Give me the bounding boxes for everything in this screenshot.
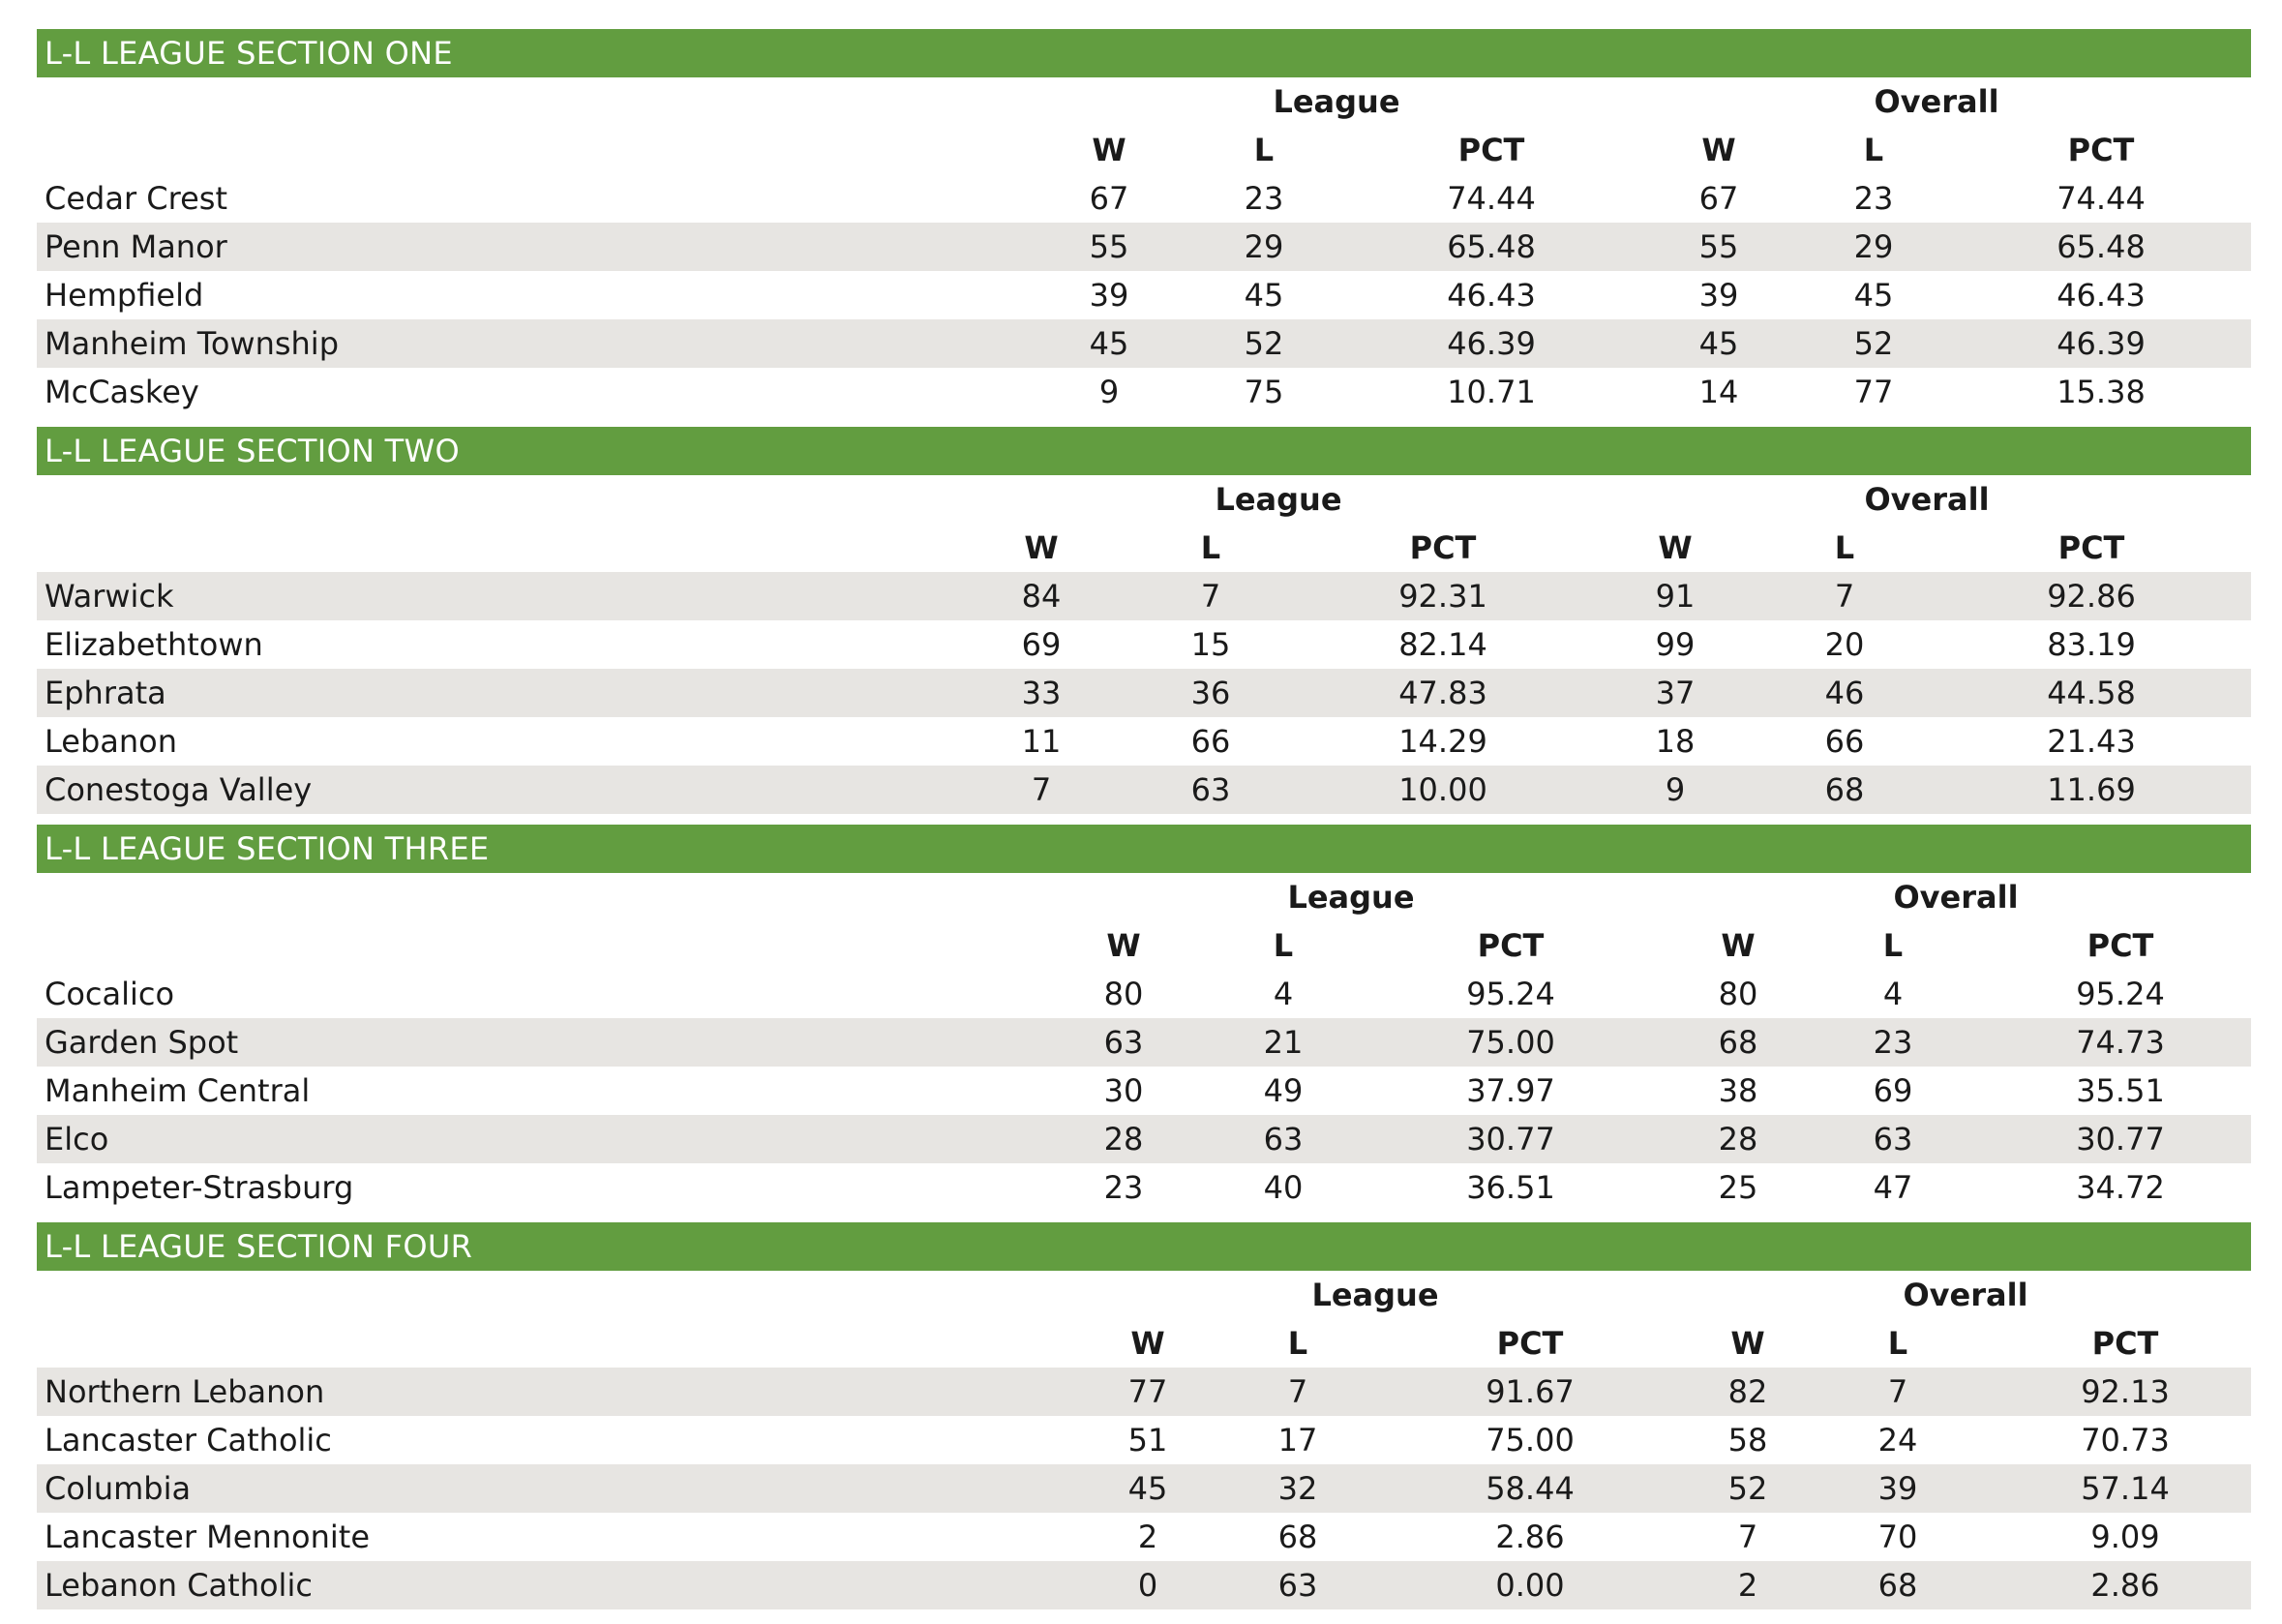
column-header-row bbox=[37, 524, 2251, 572]
column-header: PCT bbox=[1496, 1325, 1564, 1362]
stat-cell: 29 bbox=[1244, 228, 1284, 265]
stat-cell: 28 bbox=[1718, 1121, 1758, 1158]
stat-cell: 35.51 bbox=[2076, 1072, 2165, 1109]
stat-cell: 95.24 bbox=[2076, 976, 2165, 1012]
stat-cell: 70.73 bbox=[2081, 1422, 2170, 1459]
column-header: W bbox=[1092, 132, 1126, 168]
stat-cell: 63 bbox=[1873, 1121, 1913, 1158]
stat-cell: 11 bbox=[1021, 723, 1062, 760]
stat-cell: 46.39 bbox=[2057, 325, 2146, 362]
column-header: L bbox=[1834, 529, 1855, 566]
stat-cell: 52 bbox=[1853, 325, 1894, 362]
stat-cell: 65.48 bbox=[1447, 228, 1536, 265]
stat-cell: 51 bbox=[1127, 1422, 1168, 1459]
stat-cell: 46.39 bbox=[1447, 325, 1536, 362]
stat-cell: 99 bbox=[1655, 626, 1696, 663]
team-row bbox=[37, 1464, 2251, 1513]
overall-group-label: Overall bbox=[1864, 481, 1990, 518]
stat-cell: 74.44 bbox=[2057, 180, 2146, 217]
section-title: L-L LEAGUE SECTION ONE bbox=[37, 29, 2251, 77]
stat-cell: 7 bbox=[1834, 578, 1855, 615]
stat-cell: 11.69 bbox=[2047, 771, 2136, 808]
stat-cell: 92.86 bbox=[2047, 578, 2136, 615]
column-header: L bbox=[1887, 1325, 1908, 1362]
stat-cell: 63 bbox=[1103, 1024, 1144, 1061]
stat-cell: 21 bbox=[1263, 1024, 1304, 1061]
stat-cell: 45 bbox=[1244, 277, 1284, 314]
team-row bbox=[37, 271, 2251, 319]
stat-cell: 80 bbox=[1718, 976, 1758, 1012]
column-header: PCT bbox=[2091, 1325, 2159, 1362]
column-header: L bbox=[1287, 1325, 1308, 1362]
group-header-row bbox=[37, 475, 2251, 524]
stat-cell: 68 bbox=[1718, 1024, 1758, 1061]
team-row bbox=[37, 1067, 2251, 1115]
stat-cell: 92.13 bbox=[2081, 1373, 2170, 1410]
team-row bbox=[37, 717, 2251, 766]
stat-cell: 63 bbox=[1263, 1121, 1304, 1158]
column-header: W bbox=[1658, 529, 1693, 566]
stat-cell: 83.19 bbox=[2047, 626, 2136, 663]
stat-cell: 33 bbox=[1021, 675, 1062, 711]
stat-cell: 9.09 bbox=[2090, 1519, 2160, 1555]
stat-cell: 67 bbox=[1089, 180, 1129, 217]
stat-cell: 82.14 bbox=[1398, 626, 1487, 663]
stat-cell: 23 bbox=[1853, 180, 1894, 217]
standings-section bbox=[37, 1222, 2251, 1609]
team-row bbox=[37, 1368, 2251, 1416]
stat-cell: 10.00 bbox=[1398, 771, 1487, 808]
team-name: Elizabethtown bbox=[45, 626, 263, 663]
stat-cell: 63 bbox=[1190, 771, 1231, 808]
stat-cell: 55 bbox=[1089, 228, 1129, 265]
stat-cell: 36 bbox=[1190, 675, 1231, 711]
stat-cell: 32 bbox=[1277, 1470, 1318, 1507]
team-name: Northern Lebanon bbox=[45, 1373, 325, 1410]
column-header: L bbox=[1200, 529, 1221, 566]
stat-cell: 9 bbox=[1665, 771, 1686, 808]
stat-cell: 67 bbox=[1698, 180, 1739, 217]
stat-cell: 39 bbox=[1089, 277, 1129, 314]
team-name: Garden Spot bbox=[45, 1024, 239, 1061]
team-row bbox=[37, 1416, 2251, 1464]
stat-cell: 68 bbox=[1877, 1567, 1918, 1604]
section-title: L-L LEAGUE SECTION TWO bbox=[37, 427, 2251, 475]
stat-cell: 30.77 bbox=[2076, 1121, 2165, 1158]
stat-cell: 70 bbox=[1877, 1519, 1918, 1555]
stat-cell: 45 bbox=[1853, 277, 1894, 314]
team-name: Hempfield bbox=[45, 277, 204, 314]
stat-cell: 37.97 bbox=[1466, 1072, 1555, 1109]
stat-cell: 30 bbox=[1103, 1072, 1144, 1109]
team-row bbox=[37, 174, 2251, 223]
stat-cell: 46 bbox=[1824, 675, 1865, 711]
team-row bbox=[37, 572, 2251, 620]
stat-cell: 52 bbox=[1727, 1470, 1768, 1507]
stat-cell: 0.00 bbox=[1495, 1567, 1565, 1604]
league-group-label: League bbox=[1287, 879, 1415, 916]
stat-cell: 47.83 bbox=[1398, 675, 1487, 711]
stat-cell: 36.51 bbox=[1466, 1169, 1555, 1206]
group-header-row bbox=[37, 1271, 2251, 1319]
stat-cell: 14.29 bbox=[1398, 723, 1487, 760]
column-header: W bbox=[1701, 132, 1736, 168]
team-name: Ephrata bbox=[45, 675, 166, 711]
team-name: Columbia bbox=[45, 1470, 192, 1507]
team-row bbox=[37, 1163, 2251, 1212]
column-header: W bbox=[1730, 1325, 1765, 1362]
stat-cell: 39 bbox=[1698, 277, 1739, 314]
stat-cell: 58.44 bbox=[1486, 1470, 1575, 1507]
stat-cell: 69 bbox=[1873, 1072, 1913, 1109]
stat-cell: 47 bbox=[1873, 1169, 1913, 1206]
team-name: Cedar Crest bbox=[45, 180, 227, 217]
team-row bbox=[37, 669, 2251, 717]
team-row bbox=[37, 766, 2251, 814]
stat-cell: 69 bbox=[1021, 626, 1062, 663]
stat-cell: 45 bbox=[1127, 1470, 1168, 1507]
stat-cell: 84 bbox=[1021, 578, 1062, 615]
stat-cell: 23 bbox=[1244, 180, 1284, 217]
standings-section bbox=[37, 825, 2251, 1212]
standings-document bbox=[37, 29, 2251, 1609]
section-title: L-L LEAGUE SECTION THREE bbox=[37, 825, 2251, 873]
team-name: Lampeter-Strasburg bbox=[45, 1169, 354, 1206]
stat-cell: 75.00 bbox=[1486, 1422, 1575, 1459]
column-header: PCT bbox=[1409, 529, 1477, 566]
stat-cell: 74.44 bbox=[1447, 180, 1536, 217]
stat-cell: 45 bbox=[1698, 325, 1739, 362]
stat-cell: 55 bbox=[1698, 228, 1739, 265]
column-header: L bbox=[1882, 927, 1904, 964]
stat-cell: 58 bbox=[1727, 1422, 1768, 1459]
team-name: McCaskey bbox=[45, 374, 199, 410]
stat-cell: 4 bbox=[1273, 976, 1294, 1012]
stat-cell: 23 bbox=[1873, 1024, 1913, 1061]
team-row bbox=[37, 620, 2251, 669]
team-name: Lebanon Catholic bbox=[45, 1567, 313, 1604]
standings-section bbox=[37, 427, 2251, 814]
stat-cell: 18 bbox=[1655, 723, 1696, 760]
column-header: PCT bbox=[1477, 927, 1545, 964]
stat-cell: 65.48 bbox=[2057, 228, 2146, 265]
stat-cell: 0 bbox=[1137, 1567, 1158, 1604]
stat-cell: 29 bbox=[1853, 228, 1894, 265]
team-name: Cocalico bbox=[45, 976, 175, 1012]
stat-cell: 45 bbox=[1089, 325, 1129, 362]
stat-cell: 14 bbox=[1698, 374, 1739, 410]
team-row bbox=[37, 368, 2251, 416]
league-group-label: League bbox=[1215, 481, 1342, 518]
stat-cell: 2 bbox=[1137, 1519, 1158, 1555]
stat-cell: 7 bbox=[1737, 1519, 1758, 1555]
team-row bbox=[37, 970, 2251, 1018]
column-header: W bbox=[1130, 1325, 1165, 1362]
standings-section bbox=[37, 29, 2251, 416]
section-title: L-L LEAGUE SECTION FOUR bbox=[37, 1222, 2251, 1271]
stat-cell: 40 bbox=[1263, 1169, 1304, 1206]
stat-cell: 21.43 bbox=[2047, 723, 2136, 760]
column-header: PCT bbox=[2087, 927, 2154, 964]
team-name: Manheim Township bbox=[45, 325, 339, 362]
section-spacer bbox=[37, 416, 2251, 427]
stat-cell: 7 bbox=[1200, 578, 1221, 615]
stat-cell: 77 bbox=[1127, 1373, 1168, 1410]
stat-cell: 38 bbox=[1718, 1072, 1758, 1109]
stat-cell: 92.31 bbox=[1398, 578, 1487, 615]
stat-cell: 15 bbox=[1190, 626, 1231, 663]
group-header-row bbox=[37, 873, 2251, 921]
team-row bbox=[37, 223, 2251, 271]
column-header-row bbox=[37, 126, 2251, 174]
stat-cell: 91 bbox=[1655, 578, 1696, 615]
stat-cell: 7 bbox=[1887, 1373, 1908, 1410]
stat-cell: 66 bbox=[1190, 723, 1231, 760]
column-header: PCT bbox=[2067, 132, 2135, 168]
stat-cell: 80 bbox=[1103, 976, 1144, 1012]
stat-cell: 25 bbox=[1718, 1169, 1758, 1206]
team-name: Lancaster Catholic bbox=[45, 1422, 332, 1459]
team-name: Lebanon bbox=[45, 723, 178, 760]
column-header-row bbox=[37, 921, 2251, 970]
stat-cell: 49 bbox=[1263, 1072, 1304, 1109]
team-name: Penn Manor bbox=[45, 228, 227, 265]
league-group-label: League bbox=[1273, 83, 1400, 120]
section-spacer bbox=[37, 814, 2251, 825]
stat-cell: 20 bbox=[1824, 626, 1865, 663]
stat-cell: 46.43 bbox=[2057, 277, 2146, 314]
column-header: PCT bbox=[2057, 529, 2125, 566]
stat-cell: 2.86 bbox=[2090, 1567, 2160, 1604]
league-group-label: League bbox=[1311, 1277, 1439, 1313]
team-row bbox=[37, 319, 2251, 368]
column-header: L bbox=[1273, 927, 1294, 964]
overall-group-label: Overall bbox=[1903, 1277, 2028, 1313]
team-name: Conestoga Valley bbox=[45, 771, 313, 808]
stat-cell: 2 bbox=[1737, 1567, 1758, 1604]
overall-group-label: Overall bbox=[1874, 83, 1999, 120]
stat-cell: 77 bbox=[1853, 374, 1894, 410]
column-header-row bbox=[37, 1319, 2251, 1368]
overall-group-label: Overall bbox=[1893, 879, 2019, 916]
stat-cell: 75.00 bbox=[1466, 1024, 1555, 1061]
stat-cell: 7 bbox=[1287, 1373, 1308, 1410]
stat-cell: 2.86 bbox=[1495, 1519, 1565, 1555]
stat-cell: 68 bbox=[1824, 771, 1865, 808]
team-name: Lancaster Mennonite bbox=[45, 1519, 370, 1555]
team-name: Manheim Central bbox=[45, 1072, 311, 1109]
stat-cell: 17 bbox=[1277, 1422, 1318, 1459]
column-header: L bbox=[1253, 132, 1275, 168]
stat-cell: 37 bbox=[1655, 675, 1696, 711]
stat-cell: 95.24 bbox=[1466, 976, 1555, 1012]
column-header: W bbox=[1024, 529, 1059, 566]
team-name: Warwick bbox=[45, 578, 174, 615]
team-row bbox=[37, 1561, 2251, 1609]
column-header: W bbox=[1721, 927, 1756, 964]
team-name: Elco bbox=[45, 1121, 109, 1158]
stat-cell: 68 bbox=[1277, 1519, 1318, 1555]
column-header: L bbox=[1863, 132, 1884, 168]
stat-cell: 15.38 bbox=[2057, 374, 2146, 410]
stat-cell: 9 bbox=[1098, 374, 1120, 410]
stat-cell: 4 bbox=[1882, 976, 1904, 1012]
stat-cell: 75 bbox=[1244, 374, 1284, 410]
stat-cell: 82 bbox=[1727, 1373, 1768, 1410]
team-row bbox=[37, 1115, 2251, 1163]
stat-cell: 24 bbox=[1877, 1422, 1918, 1459]
stat-cell: 30.77 bbox=[1466, 1121, 1555, 1158]
stat-cell: 34.72 bbox=[2076, 1169, 2165, 1206]
stat-cell: 63 bbox=[1277, 1567, 1318, 1604]
team-row bbox=[37, 1513, 2251, 1561]
stat-cell: 46.43 bbox=[1447, 277, 1536, 314]
stat-cell: 66 bbox=[1824, 723, 1865, 760]
stat-cell: 7 bbox=[1031, 771, 1052, 808]
stat-cell: 74.73 bbox=[2076, 1024, 2165, 1061]
stat-cell: 28 bbox=[1103, 1121, 1144, 1158]
column-header: W bbox=[1106, 927, 1141, 964]
team-row bbox=[37, 1018, 2251, 1067]
stat-cell: 23 bbox=[1103, 1169, 1144, 1206]
stat-cell: 44.58 bbox=[2047, 675, 2136, 711]
stat-cell: 52 bbox=[1244, 325, 1284, 362]
stat-cell: 39 bbox=[1877, 1470, 1918, 1507]
stat-cell: 57.14 bbox=[2081, 1470, 2170, 1507]
stat-cell: 10.71 bbox=[1447, 374, 1536, 410]
section-spacer bbox=[37, 1212, 2251, 1222]
column-header: PCT bbox=[1457, 132, 1525, 168]
stat-cell: 91.67 bbox=[1486, 1373, 1575, 1410]
group-header-row bbox=[37, 77, 2251, 126]
